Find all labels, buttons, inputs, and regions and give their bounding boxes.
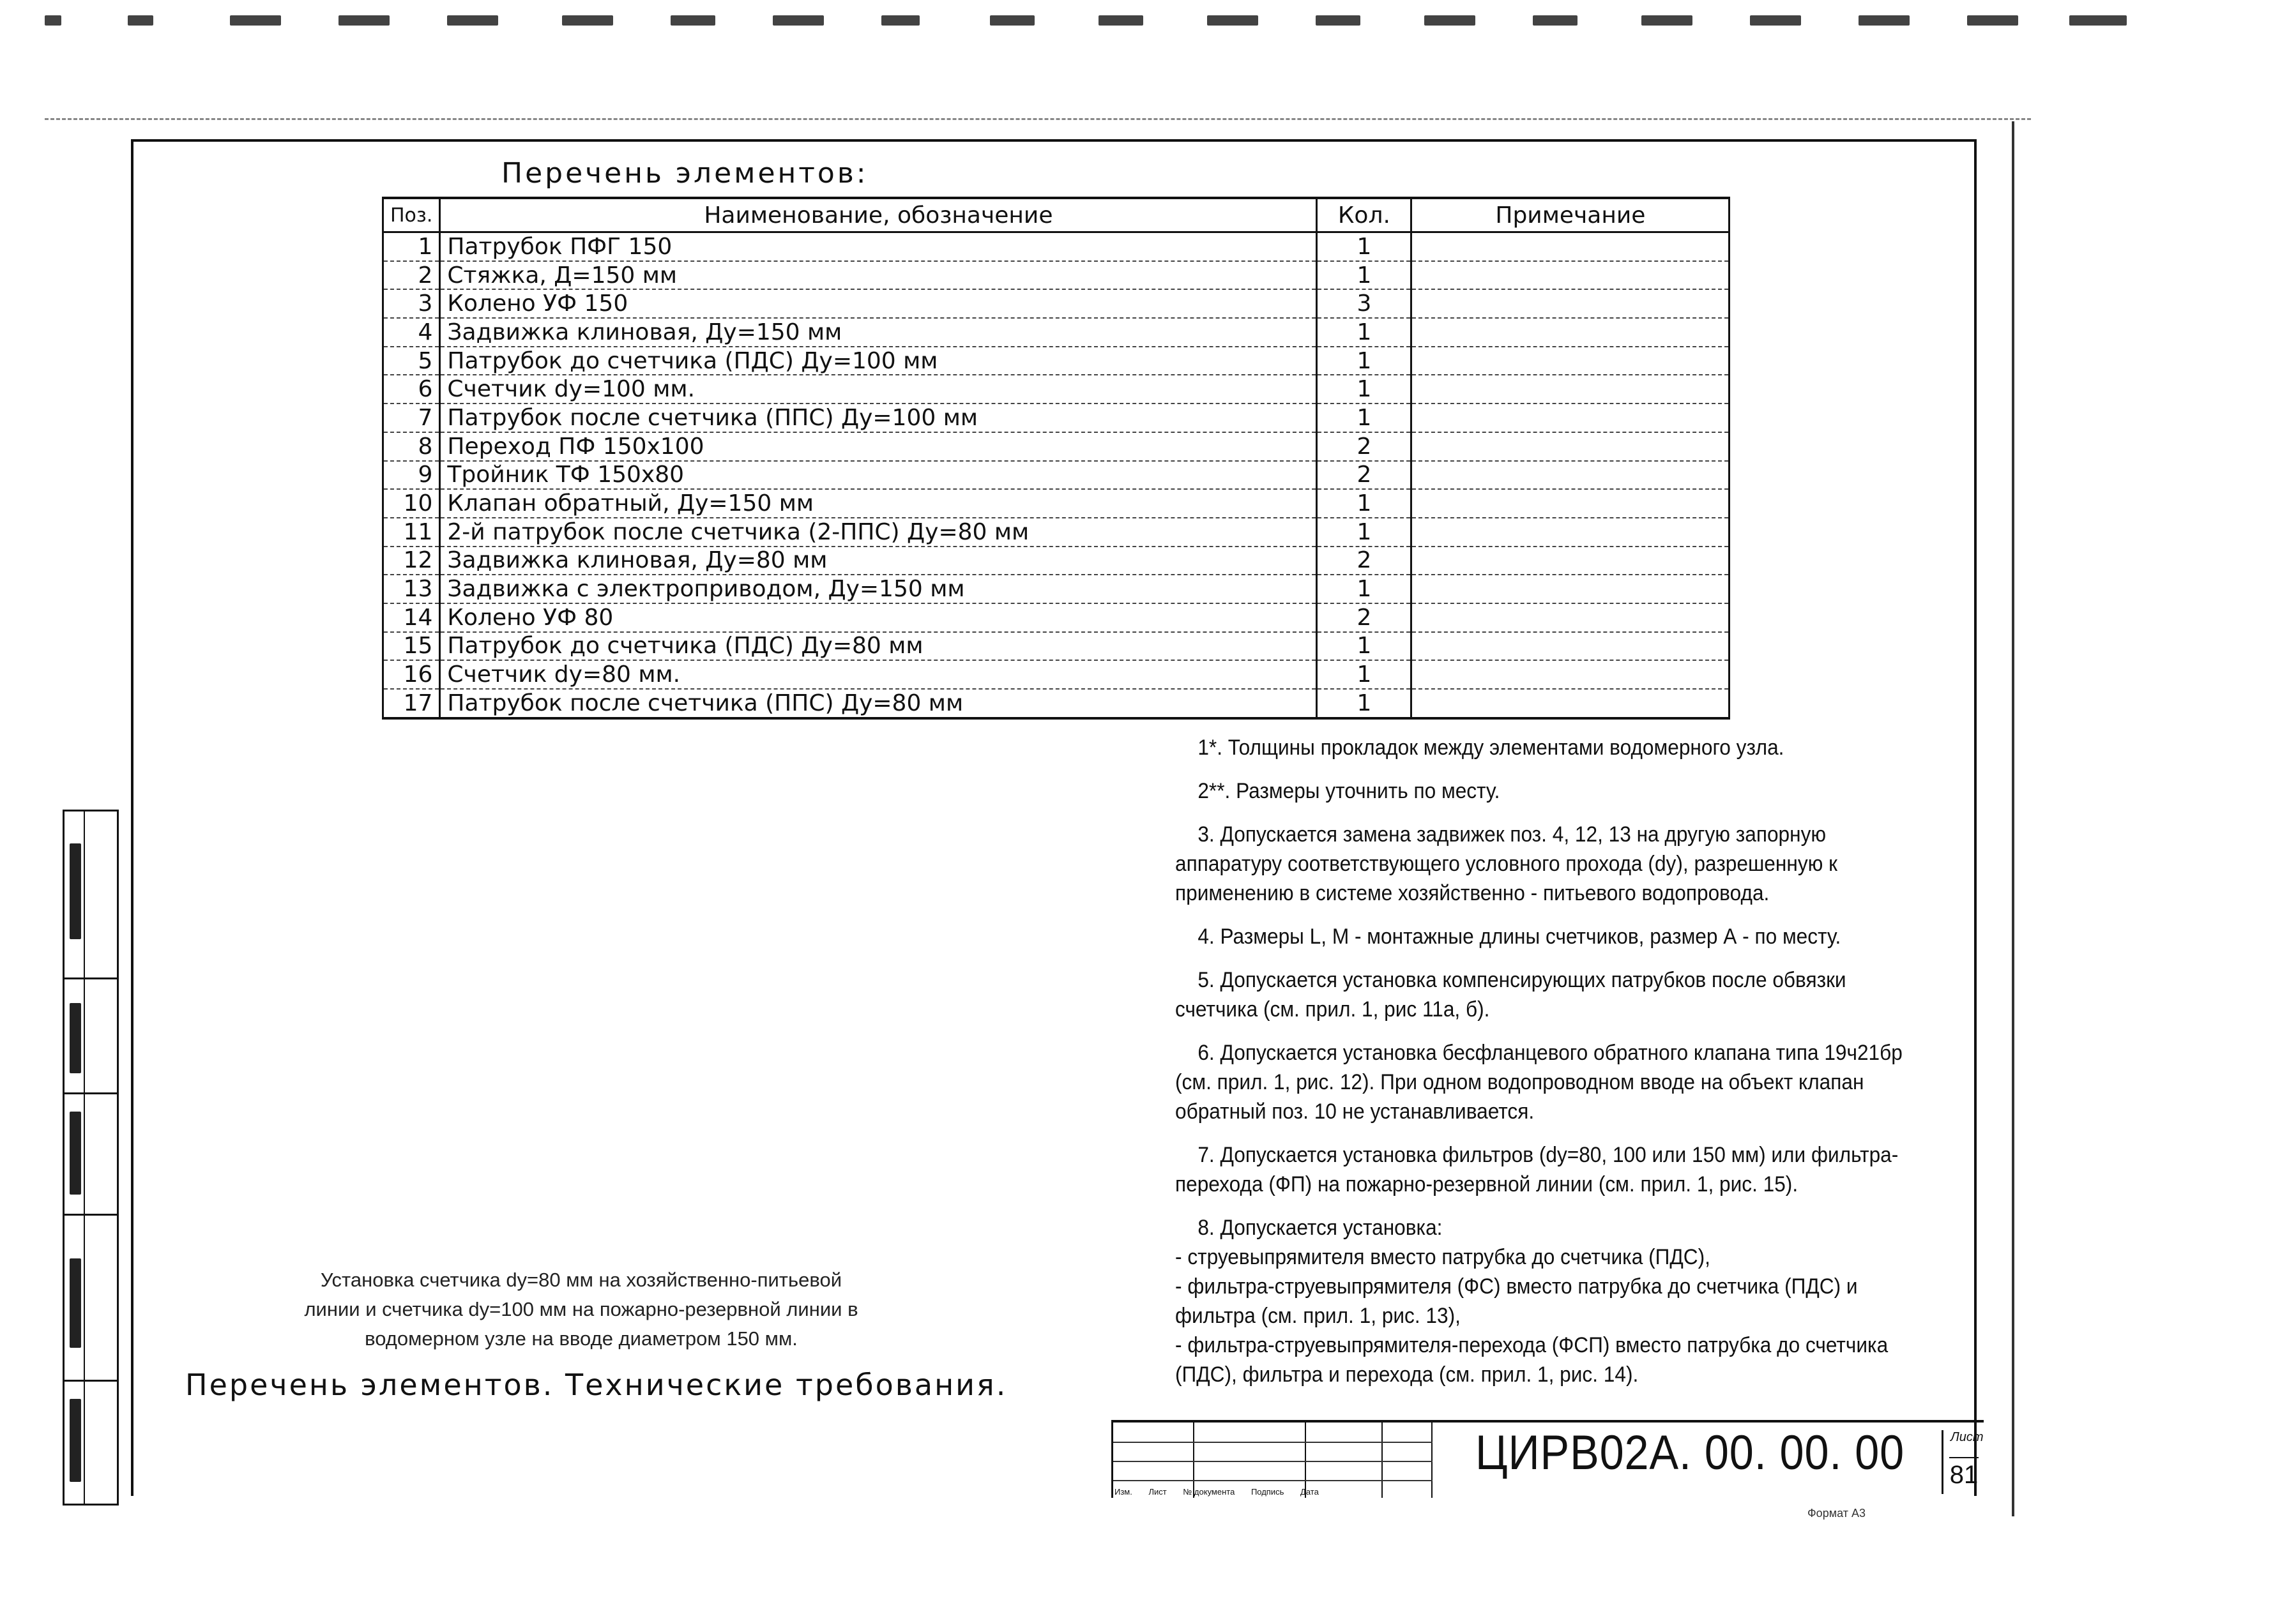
cell-name: Патрубок до счетчика (ПДС) Ду=80 мм: [440, 632, 1317, 661]
cell-pos: 10: [383, 489, 440, 518]
cell-note: [1411, 432, 1730, 461]
cell-qty: 1: [1317, 518, 1411, 547]
cell-pos: 9: [383, 461, 440, 490]
cell-pos: 4: [383, 318, 440, 347]
scan-artifact: [1859, 15, 1910, 26]
table-row: [383, 547, 1730, 575]
frame-right-edge: [2012, 121, 2014, 1516]
table-row: [383, 232, 1730, 261]
cell-note: [1411, 375, 1730, 404]
margin-rotated-label: [70, 843, 81, 939]
scan-noise-strip: [38, 6, 2223, 45]
cell-qty: 2: [1317, 432, 1411, 461]
elements-table: [382, 197, 1730, 720]
cell-name: 2-й патрубок после счетчика (2-ППС) Ду=80 мм: [440, 518, 1317, 547]
caption-line: Установка счетчика dу=80 мм на хозяйственно-питьевой: [320, 1269, 842, 1291]
cell-note: [1411, 518, 1730, 547]
margin-cell-border: [65, 1214, 117, 1216]
table-row: [383, 261, 1730, 290]
cell-name: Патрубок после счетчика (ППС) Ду=80 мм: [440, 689, 1317, 718]
cell-qty: 1: [1317, 489, 1411, 518]
table-row: [383, 632, 1730, 661]
margin-rotated-label: [70, 1399, 81, 1482]
table-row: [383, 432, 1730, 461]
header-name: Наименование, обозначение: [440, 198, 1317, 232]
scan-artifact: [773, 15, 824, 26]
table-row: [383, 375, 1730, 404]
grid-line: [1381, 1423, 1383, 1498]
cell-name: Патрубок после счетчика (ППС) Ду=100 мм: [440, 404, 1317, 432]
cell-note: [1411, 632, 1730, 661]
scan-artifact: [1424, 15, 1475, 26]
scan-artifact: [338, 15, 390, 26]
cell-note: [1411, 404, 1730, 432]
table-row: [383, 461, 1730, 490]
cell-qty: 1: [1317, 318, 1411, 347]
table-row: [383, 404, 1730, 432]
note-3: 3. Допускается замена задвижек поз. 4, 12, 13 на другую запорную аппаратуру соответствующего условного прохода (dу), разрешенную к применению в системе хозяйственно - питьевого водопровода.: [1175, 822, 1837, 905]
table-row: [383, 489, 1730, 518]
cell-qty: 1: [1317, 575, 1411, 603]
scan-artifact: [2069, 15, 2127, 26]
cell-qty: 1: [1317, 632, 1411, 661]
cell-pos: 5: [383, 347, 440, 375]
cell-pos: 3: [383, 289, 440, 318]
cell-pos: 6: [383, 375, 440, 404]
cell-note: [1411, 318, 1730, 347]
note-4: 4. Размеры L, M - монтажные длины счетчиков, размер А - по месту.: [1197, 925, 1841, 949]
table-row: [383, 289, 1730, 318]
caption-line: водомерном узле на вводе диаметром 150 мм.: [365, 1327, 798, 1350]
header-qty: Кол.: [1317, 198, 1411, 232]
grid-line: [1113, 1461, 1433, 1462]
cell-name: Задвижка с электроприводом, Ду=150 мм: [440, 575, 1317, 603]
scan-artifact: [990, 15, 1035, 26]
cell-pos: 2: [383, 261, 440, 290]
cell-note: [1411, 289, 1730, 318]
margin-cell-border: [65, 1380, 117, 1382]
caption-line: линии и счетчика dу=100 мм на пожарно-резервной линии в: [304, 1298, 858, 1320]
header-pos: Поз.: [383, 198, 440, 232]
scan-artifact: [447, 15, 498, 26]
table-row: [383, 347, 1730, 375]
cell-qty: 1: [1317, 660, 1411, 689]
tb-label-change: Изм.: [1114, 1487, 1132, 1497]
scan-artifact: [1641, 15, 1692, 26]
drawing-caption: [204, 1265, 958, 1354]
scan-artifact: [128, 15, 153, 26]
note-2: 2**. Размеры уточнить по месту.: [1197, 779, 1500, 803]
scan-artifact: [1967, 15, 2018, 26]
document-code: ЦИРВ02А. 00. 00. 00: [1475, 1426, 1905, 1480]
cell-note: [1411, 660, 1730, 689]
cell-qty: 2: [1317, 461, 1411, 490]
cell-name: Задвижка клиновая, Ду=80 мм: [440, 547, 1317, 575]
scan-artifact: [1533, 15, 1578, 26]
cell-qty: 1: [1317, 261, 1411, 290]
table-row: [383, 575, 1730, 603]
sheet-subtitle: Перечень элементов. Технические требования.: [185, 1368, 1008, 1402]
scan-dashed-rule: [45, 118, 2031, 120]
table-row: [383, 318, 1730, 347]
note-7: 7. Допускается установка фильтров (dу=80, 100 или 150 мм) или фильтра-перехода (ФП) на пожарно-резервной линии (см. прил. 1, рис. 15).: [1175, 1143, 1899, 1196]
cell-pos: 16: [383, 660, 440, 689]
table-row: [383, 689, 1730, 718]
note-6: 6. Допускается установка бесфланцевого обратного клапана типа 19ч21бр (см. прил. 1, рис. 12). При одном водопроводном вводе на объект клапан обратный поз. 10 не устанавливается.: [1175, 1041, 1903, 1124]
technical-notes: [1175, 733, 1929, 1403]
cell-name: Тройник ТФ 150х80: [440, 461, 1317, 490]
scan-artifact: [1750, 15, 1801, 26]
note-8-item-b: - фильтра-струевыпрямителя (ФС) вместо патрубка до счетчика (ПДС) и фильтра (см. прил. 1, рис. 13),: [1175, 1274, 1858, 1328]
cell-name: Переход ПФ 150х100: [440, 432, 1317, 461]
margin-stamp-column: [63, 810, 119, 1506]
cell-qty: 2: [1317, 547, 1411, 575]
scan-artifact: [671, 15, 715, 26]
cell-qty: 2: [1317, 603, 1411, 632]
scan-artifact: [562, 15, 613, 26]
title-block-labels: [1114, 1487, 1333, 1497]
note-8-item-c: - фильтра-струевыпрямителя-перехода (ФСП) вместо патрубка до счетчика (ПДС), фильтра и перехода (см. прил. 1, рис. 14).: [1175, 1333, 1889, 1387]
cell-pos: 7: [383, 404, 440, 432]
cell-name: Счетчик dу=100 мм.: [440, 375, 1317, 404]
cell-name: Стяжка, Д=150 мм: [440, 261, 1317, 290]
cell-name: Патрубок ПФГ 150: [440, 232, 1317, 261]
margin-cell-border: [65, 1092, 117, 1094]
cell-name: Патрубок до счетчика (ПДС) Ду=100 мм: [440, 347, 1317, 375]
header-note: Примечание: [1411, 198, 1730, 232]
cell-note: [1411, 547, 1730, 575]
cell-qty: 1: [1317, 347, 1411, 375]
note-8: [1175, 1213, 1929, 1389]
tb-label-signature: Подпись: [1251, 1487, 1284, 1497]
cell-note: [1411, 461, 1730, 490]
margin-divider: [84, 811, 85, 1504]
note-8-item-a: - струевыпрямителя вместо патрубка до счетчика (ПДС),: [1175, 1245, 1710, 1269]
scan-artifact: [881, 15, 920, 26]
format-label: Формат А3: [1807, 1507, 1866, 1520]
grid-line: [1113, 1442, 1433, 1443]
cell-name: Клапан обратный, Ду=150 мм: [440, 489, 1317, 518]
cell-pos: 13: [383, 575, 440, 603]
cell-pos: 15: [383, 632, 440, 661]
title-block-grid: [1113, 1423, 1433, 1498]
cell-name: Колено УФ 80: [440, 603, 1317, 632]
cell-note: [1411, 261, 1730, 290]
cell-pos: 1: [383, 232, 440, 261]
scan-artifact: [1316, 15, 1360, 26]
cell-qty: 1: [1317, 689, 1411, 718]
cell-note: [1411, 489, 1730, 518]
table-header-row: [383, 198, 1730, 232]
cell-note: [1411, 232, 1730, 261]
grid-line: [1113, 1480, 1433, 1481]
scan-artifact: [230, 15, 281, 26]
cell-note: [1411, 689, 1730, 718]
cell-pos: 11: [383, 518, 440, 547]
cell-pos: 14: [383, 603, 440, 632]
sheet-number: 81: [1949, 1457, 1979, 1490]
sheet-label: Лист: [1950, 1430, 1984, 1444]
scan-artifact: [1099, 15, 1143, 26]
tb-label-date: Дата: [1300, 1487, 1319, 1497]
cell-note: [1411, 603, 1730, 632]
cell-pos: 8: [383, 432, 440, 461]
cell-qty: 1: [1317, 375, 1411, 404]
cell-name: Задвижка клиновая, Ду=150 мм: [440, 318, 1317, 347]
tb-label-doc: № документа: [1183, 1487, 1235, 1497]
margin-rotated-label: [70, 1258, 81, 1348]
cell-name: Счетчик dу=80 мм.: [440, 660, 1317, 689]
margin-rotated-label: [70, 1112, 81, 1195]
elements-list-title: Перечень элементов:: [501, 157, 869, 190]
cell-note: [1411, 575, 1730, 603]
cell-qty: 1: [1317, 232, 1411, 261]
grid-line: [1431, 1423, 1433, 1498]
table-row: [383, 660, 1730, 689]
note-5: 5. Допускается установка компенсирующих патрубков после обвязки счетчика (см. прил. 1, рис 11а, б).: [1175, 968, 1846, 1022]
cell-pos: 12: [383, 547, 440, 575]
cell-qty: 1: [1317, 404, 1411, 432]
tb-label-sheet: Лист: [1148, 1487, 1167, 1497]
scan-artifact: [1207, 15, 1258, 26]
cell-qty: 3: [1317, 289, 1411, 318]
cell-name: Колено УФ 150: [440, 289, 1317, 318]
scan-artifact: [45, 15, 61, 26]
margin-cell-border: [65, 977, 117, 979]
margin-rotated-label: [70, 1003, 81, 1073]
cell-pos: 17: [383, 689, 440, 718]
note-8-heading: 8. Допускается установка:: [1197, 1216, 1443, 1240]
table-row: [383, 518, 1730, 547]
cell-note: [1411, 347, 1730, 375]
note-1: 1*. Толщины прокладок между элементами водомерного узла.: [1197, 736, 1784, 760]
table-row: [383, 603, 1730, 632]
